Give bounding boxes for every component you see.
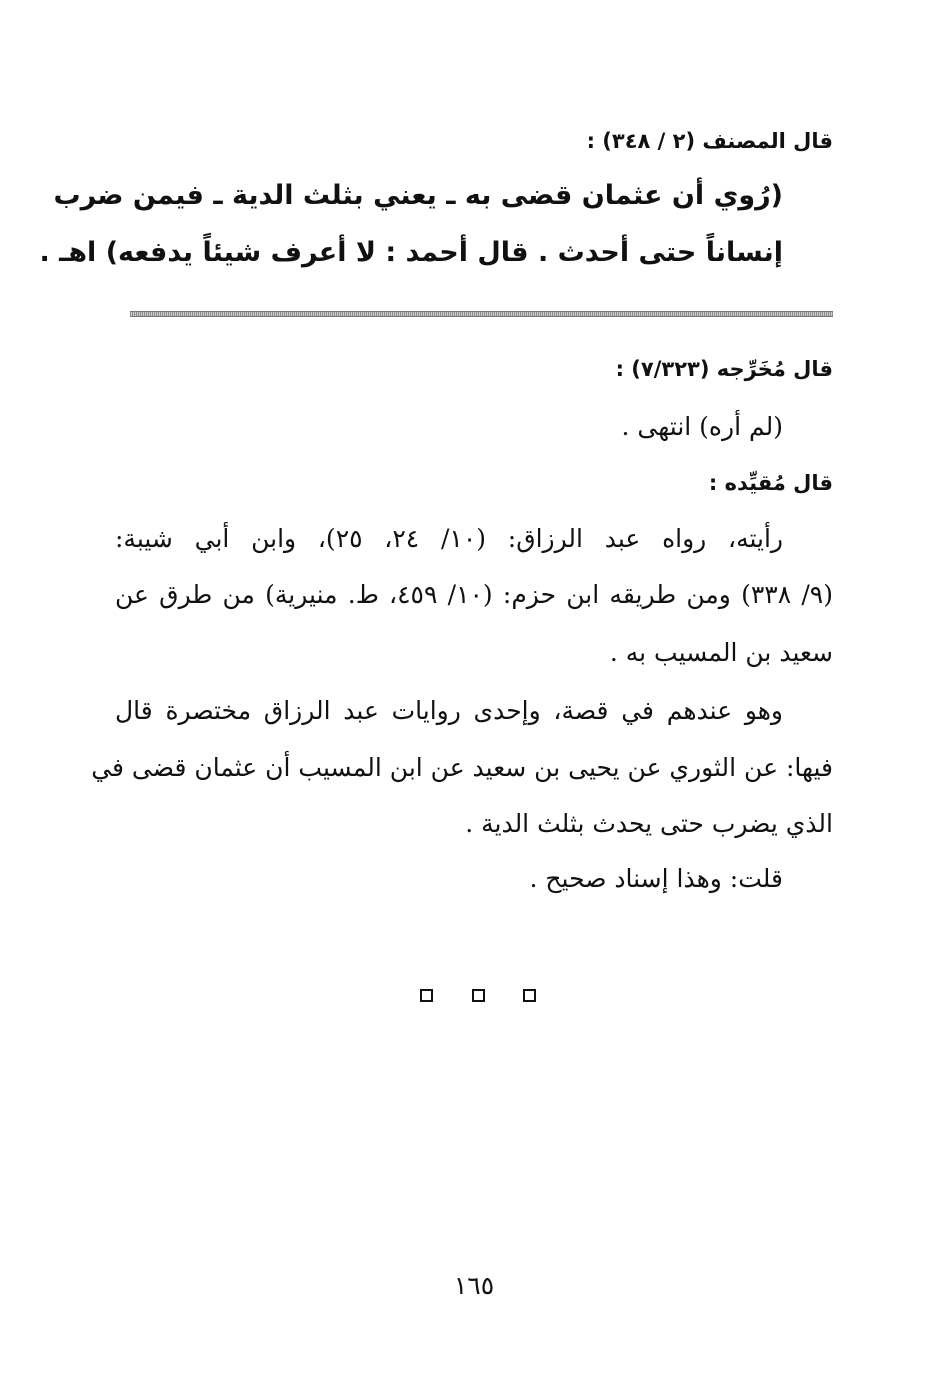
paragraph-1-line-3: سعيد بن المسيب به .	[609, 638, 833, 667]
paragraph-2-line-3: الذي يضرب حتى يحدث بثلث الدية .	[465, 809, 833, 838]
takhrij-line: (لم أره) انتهى .	[621, 412, 783, 441]
section-divider	[130, 311, 833, 317]
quote-line-2: إنساناً حتى أحدث . قال أحمد : لا أعرف شيئاً يدفعه) اهـ .	[39, 237, 783, 268]
paragraph-2-line-2: فيها: عن الثوري عن يحيى بن سعيد عن ابن المسيب أن عثمان قضى في	[91, 753, 833, 782]
paragraph-1-line-2: (٩/ ٣٣٨) ومن طريقه ابن حزم: (١٠/ ٤٥٩، ط. منيرية) من طرق عن	[115, 580, 833, 609]
page-number: ١٦٥	[453, 1271, 495, 1300]
hollow-square-icon	[523, 989, 536, 1002]
paragraph-1-line-1: رأيته، رواه عبد الرزاق: (١٠/ ٢٤، ٢٥)، وابن أبي شيبة:	[115, 524, 783, 553]
muqayyid-heading: قال مُقيِّده :	[708, 471, 833, 495]
closing-line: قلت: وهذا إسناد صحيح .	[529, 864, 783, 893]
section-end-ornament	[420, 986, 536, 1004]
paragraph-2-line-1: وهو عندهم في قصة، وإحدى روايات عبد الرزاق مختصرة قال	[115, 696, 783, 725]
hollow-square-icon	[472, 989, 485, 1002]
hollow-square-icon	[420, 989, 433, 1002]
takhrij-heading: قال مُخَرِّجه (٧/٣٢٣) :	[615, 357, 833, 381]
quote-line-1: (رُوي أن عثمان قضى به ـ يعني بثلث الدية ـ فيمن ضرب	[53, 180, 783, 211]
author-quote-heading: قال المصنف (٢ / ٣٤٨) :	[586, 129, 833, 153]
